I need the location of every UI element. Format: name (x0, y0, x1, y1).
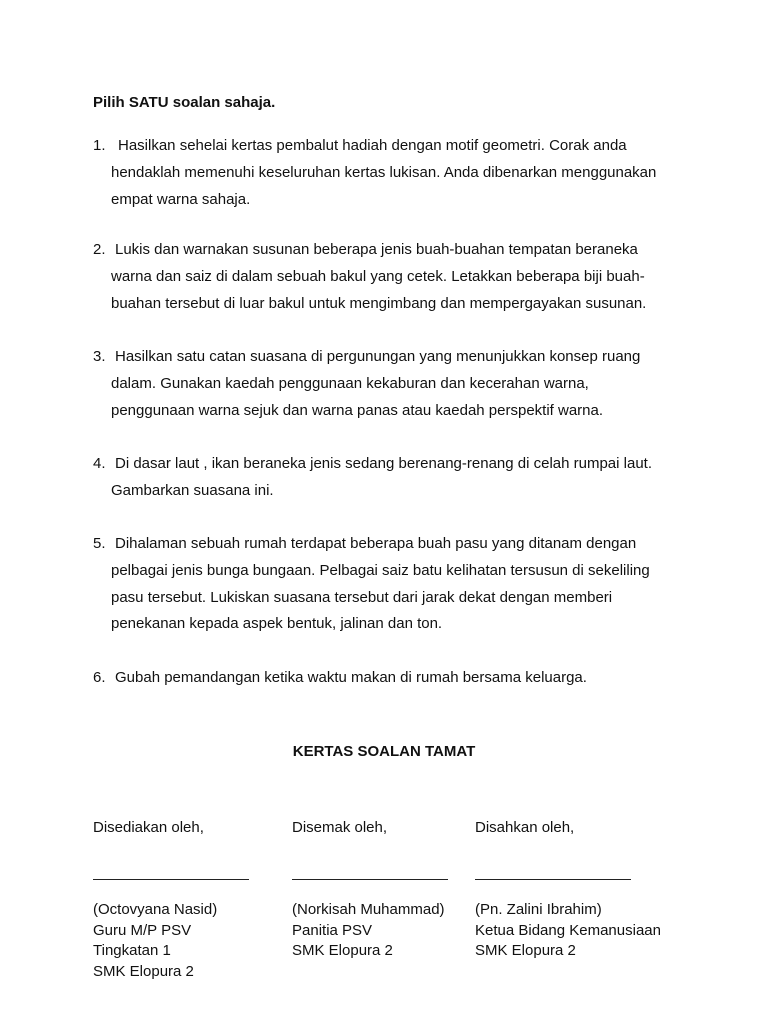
question-text: Di dasar laut , ikan beraneka jenis sedang berenang-renang di celah rumpai laut. (115, 455, 653, 472)
question-first-line (93, 136, 693, 163)
question-text: pasu tersebut. Lukiskan suasana tersebut dari jarak dekat dengan memberi (111, 588, 613, 606)
signatory-name: (Octovyana Nasid) (93, 901, 218, 918)
question-5 (93, 534, 693, 641)
signature-line (292, 879, 448, 880)
signatory-class: Tingkatan 1 (93, 942, 171, 959)
question-number: 1. (93, 137, 106, 154)
signatory-position: Panitia PSV (292, 921, 373, 939)
question-first-line (93, 240, 693, 267)
question-number: 2. (93, 241, 106, 258)
signature-details (292, 900, 445, 962)
signatory-school: SMK Elopura 2 (292, 942, 393, 959)
signature-role: Disediakan oleh, (93, 819, 204, 836)
signatory-name: (Pn. Zalini Ibrahim) (475, 901, 602, 918)
question-first-line (93, 454, 693, 481)
question-number: 5. (93, 535, 106, 552)
signatory-position: Ketua Bidang Kemanusiaan (475, 921, 661, 939)
signature-block-prepared (93, 818, 218, 980)
signature-details (93, 900, 217, 982)
signature-line (475, 879, 631, 880)
signatory-name: (Norkisah Muhammad) (292, 901, 445, 918)
signatory-school: SMK Elopura 2 (93, 962, 194, 980)
question-first-line (93, 668, 693, 695)
signature-block-approved (475, 818, 661, 959)
question-text: warna dan saiz di dalam sebuah bakul yang cetek. Letakkan beberapa biji buah- (111, 267, 645, 285)
question-3 (93, 347, 693, 427)
question-text: Gubah pemandangan ketika waktu makan di rumah bersama keluarga. (115, 669, 587, 686)
question-text: empat warna sahaja. (111, 190, 251, 208)
question-text: Lukis dan warnakan susunan beberapa jenis buah-buahan tempatan beraneka (115, 241, 638, 258)
signature-line (93, 879, 249, 880)
question-number: 6. (93, 669, 106, 686)
question-first-line (93, 347, 693, 374)
signature-role: Disahkan oleh, (475, 819, 575, 836)
question-text: buahan tersebut di luar bakul untuk mengimbang dan mempergayakan susunan. (111, 294, 647, 312)
question-text: Hasilkan sehelai kertas pembalut hadiah dengan motif geometri. Corak anda (118, 137, 627, 154)
signatory-school: SMK Elopura 2 (475, 942, 576, 959)
question-number: 4. (93, 455, 106, 472)
question-text: hendaklah memenuhi keseluruhan kertas lukisan. Anda dibenarkan menggunakan (111, 163, 657, 181)
signatory-position: Guru M/P PSV (93, 921, 192, 939)
question-4 (93, 454, 693, 508)
question-text: dalam. Gunakan kaedah penggunaan kekaburan dan kecerahan warna, (111, 374, 589, 392)
question-number: 3. (93, 348, 106, 365)
signature-role: Disemak oleh, (292, 819, 388, 836)
question-text: Dihalaman sebuah rumah terdapat beberapa buah pasu yang ditanam dengan (115, 535, 637, 552)
question-text: penggunaan warna sejuk dan warna panas atau kaedah perspektif warna. (111, 401, 604, 419)
question-text: Hasilkan satu catan suasana di pergunungan yang menunjukkan konsep ruang (115, 348, 641, 365)
question-6 (93, 668, 693, 695)
signature-block-checked (292, 818, 445, 959)
question-text: pelbagai jenis bunga bungaan. Pelbagai saiz batu kelihatan tersusun di sekeliling (111, 561, 650, 579)
question-2 (93, 240, 693, 320)
question-text: Gambarkan suasana ini. (111, 481, 274, 499)
question-text: penekanan kepada aspek bentuk, jalinan dan ton. (111, 615, 443, 633)
question-1 (93, 136, 693, 216)
instruction-heading: Pilih SATU soalan sahaja. (93, 94, 276, 111)
question-first-line (93, 534, 693, 561)
end-of-paper-title: KERTAS SOALAN TAMAT (292, 743, 476, 760)
signature-details (475, 900, 661, 962)
